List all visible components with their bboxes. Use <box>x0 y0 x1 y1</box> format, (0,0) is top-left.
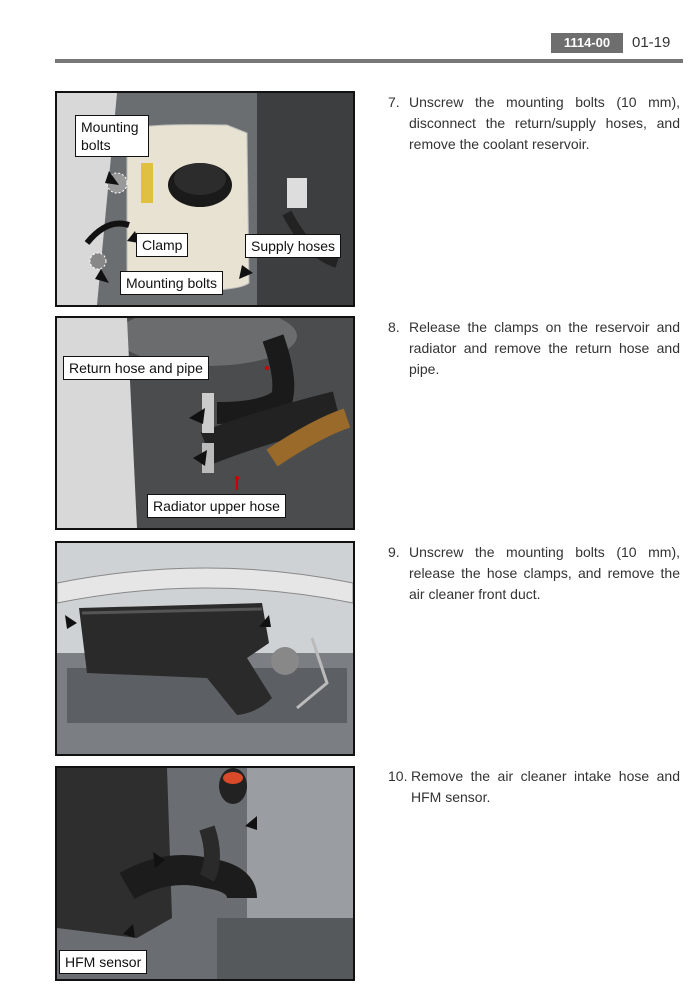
step-text: Release the clamps on the reservoir and radiator and remove the return hose and pipe. <box>409 319 680 377</box>
step-text: Unscrew the mounting bolts (10 mm), release the hose clamps, and remove the air cleaner front duct. <box>409 544 680 602</box>
callout-clamp: Clamp <box>136 233 188 257</box>
page-number: 01-19 <box>632 34 671 51</box>
step-7 <box>388 92 680 155</box>
figure-air-cleaner-duct <box>55 541 355 756</box>
header-rule <box>55 59 683 63</box>
step-text: Unscrew the mounting bolts (10 mm), disconnect the return/supply hoses, and remove the coolant reservoir. <box>409 94 680 152</box>
callout-supply-hoses: Supply hoses <box>245 234 341 258</box>
step-10 <box>388 766 680 808</box>
figure-coolant-reservoir <box>55 91 355 307</box>
step-text: Remove the air cleaner intake hose and HFM sensor. <box>411 768 680 805</box>
step-number: 10. <box>388 768 408 784</box>
callout-return-hose-and-pipe: Return hose and pipe <box>63 356 209 380</box>
air-cleaner-duct-photo <box>57 543 353 754</box>
intake-hose-photo <box>57 768 353 979</box>
figure-intake-hose-hfm <box>55 766 355 981</box>
step-number: 8. <box>388 319 400 335</box>
step-number: 7. <box>388 94 400 110</box>
section-code-badge: 1114-00 <box>551 33 623 53</box>
step-number: 9. <box>388 544 400 560</box>
callout-mounting-bolts-top: Mounting bolts <box>75 115 149 157</box>
callout-radiator-upper-hose: Radiator upper hose <box>147 494 286 518</box>
figure-return-hose <box>55 316 355 530</box>
step-9 <box>388 542 680 605</box>
step-8 <box>388 317 680 380</box>
callout-hfm-sensor: HFM sensor <box>59 950 147 974</box>
callout-mounting-bolts-bottom: Mounting bolts <box>120 271 223 295</box>
